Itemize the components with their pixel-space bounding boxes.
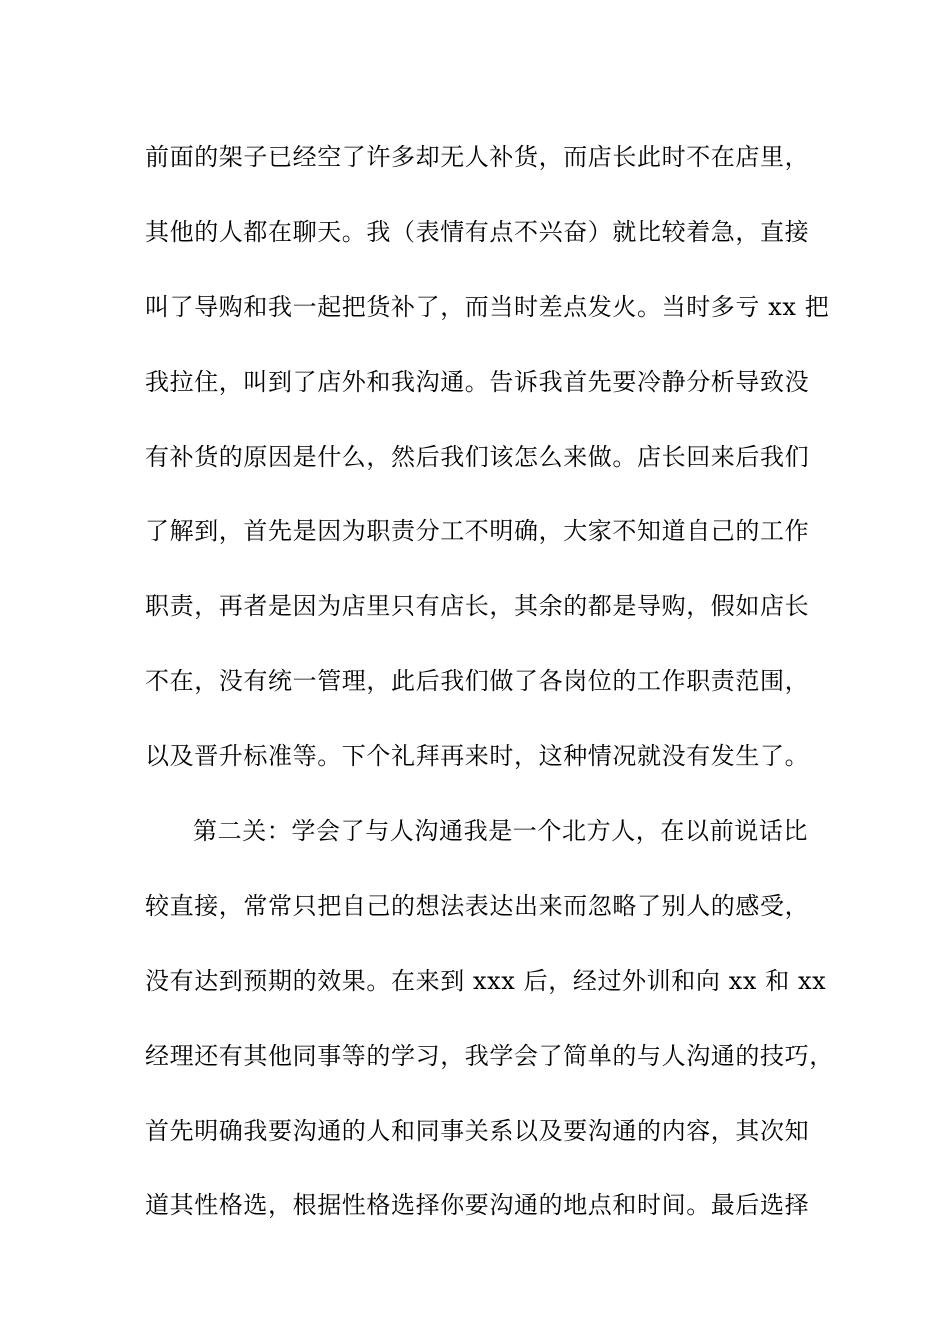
text-line-7: 职责，再者是因为店里只有店长，其余的都是导购，假如店长	[145, 592, 810, 621]
text-line-11: 较直接，常常只把自己的想法表达出来而忽略了别人的感受，	[145, 891, 810, 920]
text-line-5: 有补货的原因是什么，然后我们该怎么来做。店长回来后我们	[145, 442, 810, 471]
text-line-4: 我拉住，叫到了店外和我沟通。告诉我首先要冷静分析导致没	[145, 367, 810, 396]
text-line-13: 经理还有其他同事等的学习，我学会了简单的与人沟通的技巧，	[145, 1041, 834, 1070]
paragraph-start-line: 第二关：学会了与人沟通我是一个北方人，在以前说话比	[193, 817, 808, 846]
text-line-9: 以及晋升标准等。下个礼拜再来时，这种情况就没有发生了。	[145, 742, 810, 771]
text-line-8: 不在，没有统一管理，此后我们做了各岗位的工作职责范围，	[145, 667, 810, 696]
text-line-2: 其他的人都在聊天。我（表情有点不兴奋）就比较着急，直接	[145, 217, 810, 246]
body-text	[145, 132, 834, 1255]
text-line-1: 前面的架子已经空了许多却无人补货，而店长此时不在店里，	[145, 143, 810, 171]
text-line-6: 了解到，首先是因为职责分工不明确，大家不知道自己的工作	[145, 517, 810, 546]
text-line-14: 首先明确我要沟通的人和同事关系以及要沟通的内容，其次知	[145, 1116, 810, 1145]
text-line-12: 没有达到预期的效果。在来到 xxx 后，经过外训和向 xx 和 xx	[145, 966, 827, 995]
text-line-3: 叫了导购和我一起把货补了，而当时差点发火。当时多亏 xx 把	[145, 292, 830, 321]
text-line-15: 道其性格选，根据性格选择你要沟通的地点和时间。最后选择	[145, 1191, 810, 1220]
